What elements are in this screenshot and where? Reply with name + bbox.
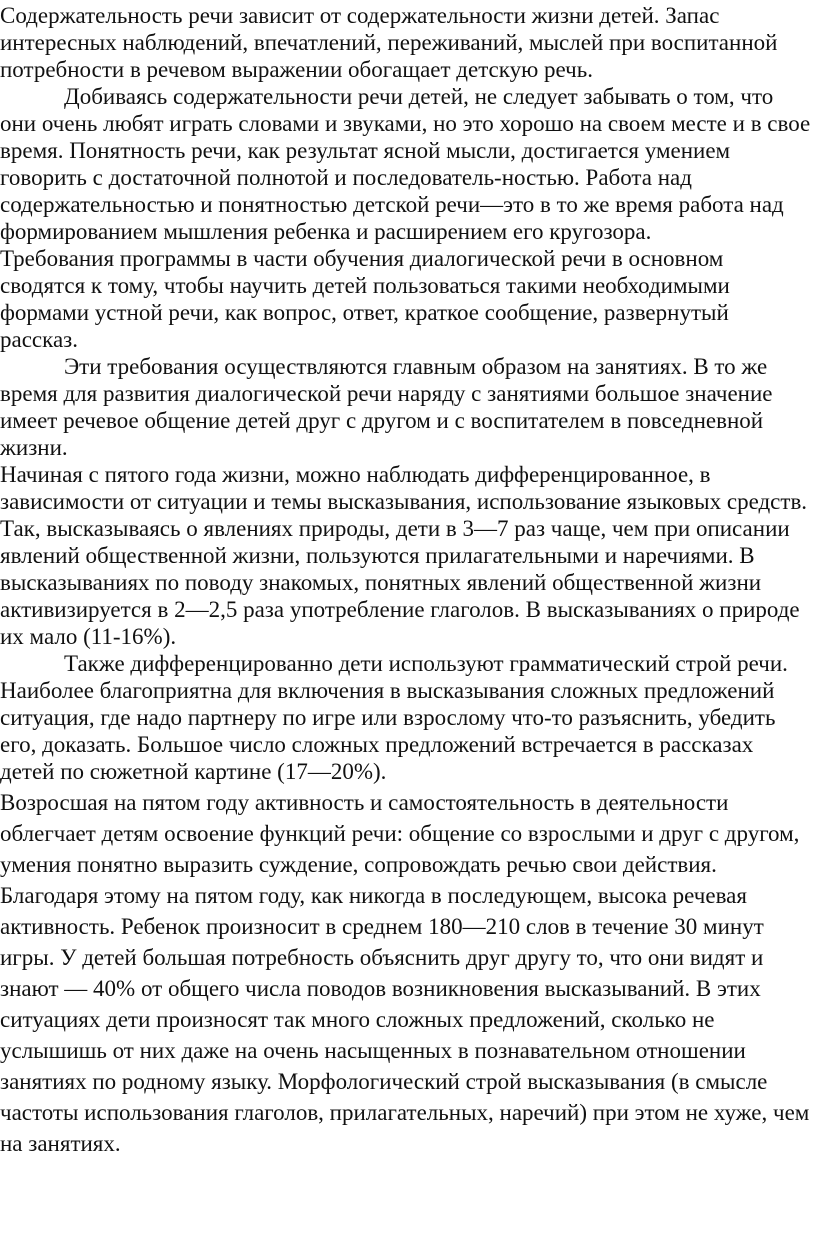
paragraph-5: Начиная с пятого года жизни, можно наблюдать дифференцированное, в зависимости от ситуации и темы высказывания, использование языковых средств. Так, высказываясь о явлениях природы, дети в 3—7 раз чаще, чем при описании явлений общественной жизни, пользуются прилагательными и наречиями. В высказываниях по поводу знакомых, понятных явлений общественной жизни активизируется в 2—2,5 раза употребление глаголов. В высказываниях о природе их мало (11-16%). bbox=[0, 462, 808, 649]
paragraph-7: Возросшая на пятом году активность и самостоятельность в деятельности облегчает детям освоение функций речи: общение со взрослыми и друг с другом, умения понятно выразить суждение, сопровождать речью свои действия. Благодаря этому на пятом году, как никогда в последующем, высока речевая активность. Ребенок произносит в среднем 180—210 слов в течение 30 минут игры. У детей большая потребность объяснить друг другу то, что они видят и знают — 40% от общего числа поводов возникновения высказываний. В этих ситуациях дети произносят так много сложных предложений, сколько не услышишь от них даже на очень насыщенных в познавательном отношении занятиях по родному языку. Морфологический строй высказывания (в смысле частоты использования глаголов, прилагательных, наречий) при этом не хуже, чем на занятиях. bbox=[0, 790, 810, 1156]
paragraph-3: Требования программы в части обучения диалогической речи в основном сводятся к тому, чтобы научить детей пользоваться такими необходимыми формами устной речи, как вопрос, ответ, краткое сообщение, развернутый рассказ. bbox=[0, 246, 730, 352]
paragraph-6: Также дифференцированно дети используют грамматический строй речи. Наиболее благоприятна для включения в высказывания сложных предложений ситуация, где надо партнеру по игре или взрослому что-то разъяснить, убедить его, доказать. Большое число сложных предложений встречается в рассказах детей по сюжетной картине (17—20%). bbox=[0, 651, 788, 784]
paragraph-2: Добиваясь содержательности речи детей, не следует забывать о том, что они очень любят играть словами и звуками, но это хорошо на своем месте и в свое время. Понятность речи, как результат ясной мысли, достигается умением говорить с достаточной полнотой и последователь-ностью. Работа над содержательностью и понятностью детской речи—это в то же время работа над формированием мышления ребенка и расширением его кругозора. bbox=[0, 84, 811, 244]
paragraph-1: Содержательность речи зависит от содержательности жизни детей. Запас интересных наблюдений, впечатлений, переживаний, мыслей при воспитанной потребности в речевом выражении обогащает детскую речь. bbox=[0, 3, 778, 82]
paragraph-4: Эти требования осуществляются главным образом на занятиях. В то же время для развития диалогической речи наряду с занятиями большое значение имеет речевое общение детей друг с другом и с воспитателем в повседневной жизни. bbox=[0, 354, 773, 460]
